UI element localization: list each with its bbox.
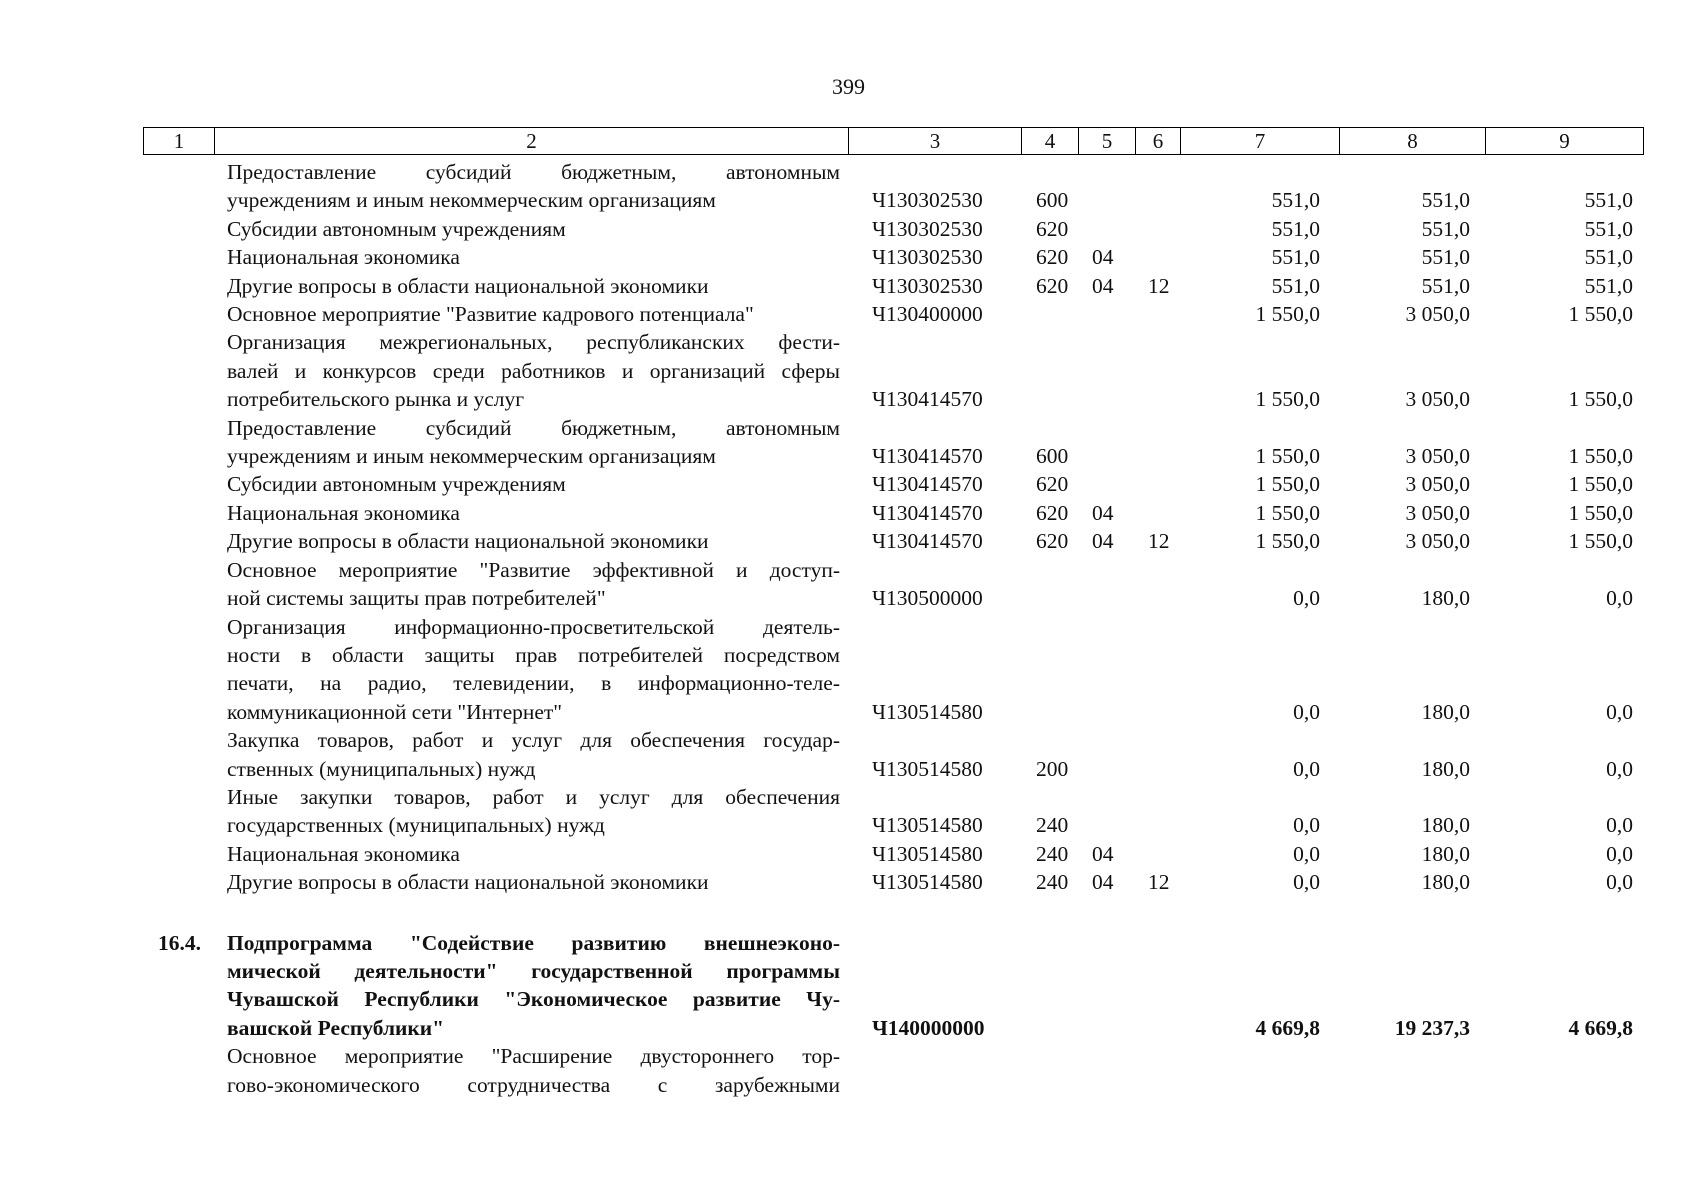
row-name-line: валей и конкурсов среди работников и организаций сферы (227, 358, 840, 383)
amount-col-8: 0,0 (1293, 699, 1320, 724)
target-code: Ч130414570 (872, 500, 983, 525)
row-name-line: учреждениям и иным некоммерческим организациям (227, 188, 716, 213)
row-name (227, 243, 840, 271)
row-name-line: Национальная экономика (227, 245, 460, 270)
amount-col-8: 551,0 (1271, 188, 1320, 213)
amount-col-9: 1 550,0 (1568, 387, 1633, 412)
target-code: Ч130400000 (872, 302, 983, 327)
table-row (143, 300, 1640, 328)
table-row (143, 499, 1640, 527)
section: 04 (1092, 870, 1114, 895)
expense-type: 240 (1036, 841, 1069, 866)
row-name-line: учреждениям и иным некоммерческим организациям (227, 444, 716, 469)
expense-type: 620 (1036, 245, 1069, 270)
target-code: Ч130414570 (872, 472, 983, 497)
row-name (227, 158, 840, 215)
row-name (227, 868, 840, 896)
amount-col-7: 180,0 (1421, 756, 1470, 781)
table-row (143, 470, 1640, 498)
row-name-line: мической деятельности" государственной программы (227, 958, 840, 983)
column-header: 9 (1486, 128, 1644, 155)
row-name (227, 300, 840, 328)
amount-col-8: 1 550,0 (1255, 444, 1320, 469)
row-name (227, 272, 840, 300)
amount-col-8: 1 550,0 (1255, 500, 1320, 525)
budget-table-body (143, 158, 1640, 1099)
row-name-line: Предоставление субсидий бюджетным, автономным (227, 160, 840, 184)
expense-type: 620 (1036, 472, 1069, 497)
expense-type: 240 (1036, 870, 1069, 895)
amount-col-7: 19 237,3 (1394, 1015, 1470, 1040)
amount-col-8: 0,0 (1293, 841, 1320, 866)
row-name-line: вашской Республики" (227, 1015, 445, 1040)
amount-col-8: 0,0 (1293, 756, 1320, 781)
row-name-line: Основное мероприятие "Расширение двустороннего тор- (227, 1044, 840, 1069)
table-row (143, 527, 1640, 555)
target-code: Ч130514580 (872, 756, 983, 781)
amount-col-7: 3 050,0 (1405, 302, 1470, 327)
amount-col-7: 551,0 (1421, 216, 1470, 241)
row-name (227, 726, 840, 783)
column-header-table (143, 127, 1644, 155)
row-name-line: потребительского рынка и услуг (227, 387, 525, 412)
row-name-line: коммуникационной сети "Интернет" (227, 699, 563, 724)
amount-col-8: 551,0 (1271, 245, 1320, 270)
row-name-line: ности в области защиты прав потребителей посредством (227, 642, 840, 667)
subsection: 12 (1148, 273, 1170, 298)
column-header: 4 (1022, 128, 1079, 155)
row-name-line: Основное мероприятие "Развитие эффективной и доступ- (227, 557, 840, 582)
target-code: Ч130514580 (872, 841, 983, 866)
amount-col-7: 551,0 (1421, 188, 1470, 213)
amount-col-9: 1 550,0 (1568, 529, 1633, 554)
row-name-line: Другие вопросы в области национальной экономики (227, 529, 709, 554)
amount-col-8: 4 669,8 (1255, 1015, 1320, 1040)
amount-col-9: 551,0 (1584, 188, 1633, 213)
amount-col-9: 0,0 (1606, 813, 1633, 838)
row-name (227, 556, 840, 613)
table-row (143, 1042, 1640, 1099)
expense-type: 620 (1036, 216, 1069, 241)
amount-col-9: 0,0 (1606, 699, 1633, 724)
target-code: Ч130414570 (872, 387, 983, 412)
expense-type: 620 (1036, 529, 1069, 554)
column-header: 2 (215, 128, 849, 155)
amount-col-7: 3 050,0 (1405, 529, 1470, 554)
row-name-line: Национальная экономика (227, 500, 460, 525)
column-header: 7 (1181, 128, 1340, 155)
table-row (143, 414, 1640, 471)
table-row (143, 556, 1640, 613)
amount-col-7: 180,0 (1421, 699, 1470, 724)
target-code: Ч130514580 (872, 813, 983, 838)
expense-type: 620 (1036, 273, 1069, 298)
row-name (227, 470, 840, 498)
row-name-line: Основное мероприятие "Развитие кадрового потенциала" (227, 302, 754, 327)
table-row (143, 783, 1640, 840)
amount-col-8: 0,0 (1293, 813, 1320, 838)
table-row (143, 328, 1640, 413)
column-header: 3 (849, 128, 1022, 155)
column-header: 1 (144, 128, 215, 155)
amount-col-9: 0,0 (1606, 870, 1633, 895)
row-name-line: Национальная экономика (227, 841, 460, 866)
amount-col-8: 0,0 (1293, 870, 1320, 895)
section: 04 (1092, 529, 1114, 554)
row-name (227, 328, 840, 413)
expense-type: 620 (1036, 500, 1069, 525)
amount-col-7: 180,0 (1421, 813, 1470, 838)
amount-col-9: 1 550,0 (1568, 444, 1633, 469)
amount-col-7: 180,0 (1421, 841, 1470, 866)
row-name-line: печати, на радио, телевидении, в информационно-теле- (227, 671, 840, 696)
subsection: 12 (1148, 529, 1170, 554)
table-row (143, 613, 1640, 727)
target-code: Ч130302530 (872, 273, 983, 298)
row-name-line: Другие вопросы в области национальной экономики (227, 273, 709, 298)
target-code: Ч130414570 (872, 444, 983, 469)
amount-col-7: 180,0 (1421, 870, 1470, 895)
amount-col-8: 0,0 (1293, 586, 1320, 611)
column-header-row (144, 128, 1644, 155)
row-name (227, 414, 840, 471)
table-row (143, 726, 1640, 783)
amount-col-8: 551,0 (1271, 273, 1320, 298)
row-name (227, 783, 840, 840)
row-name (227, 499, 840, 527)
row-name (227, 1042, 840, 1099)
table-row (143, 840, 1640, 868)
row-name-line: гово-экономического сотрудничества с зарубежными (227, 1072, 840, 1097)
expense-type: 600 (1036, 188, 1069, 213)
row-name-line: Организация межрегиональных, республиканских фести- (227, 330, 840, 355)
amount-col-9: 0,0 (1606, 841, 1633, 866)
target-code: Ч130302530 (872, 188, 983, 213)
expense-type: 240 (1036, 813, 1069, 838)
row-name (227, 929, 840, 1043)
row-name-line: Организация информационно-просветительской деятель- (227, 614, 840, 639)
amount-col-9: 1 550,0 (1568, 500, 1633, 525)
expense-type: 600 (1036, 444, 1069, 469)
row-name-line: Закупка товаров, работ и услуг для обеспечения государ- (227, 728, 840, 753)
amount-col-7: 551,0 (1421, 273, 1470, 298)
amount-col-7: 3 050,0 (1405, 387, 1470, 412)
row-name-line: ной системы защиты прав потребителей" (227, 586, 606, 611)
amount-col-9: 1 550,0 (1568, 472, 1633, 497)
amount-col-8: 1 550,0 (1255, 387, 1320, 412)
amount-col-8: 1 550,0 (1255, 472, 1320, 497)
table-row (143, 929, 1640, 1043)
target-code: Ч140000000 (872, 1015, 985, 1040)
table-row (143, 158, 1640, 215)
target-code: Ч130414570 (872, 529, 983, 554)
target-code: Ч130302530 (872, 245, 983, 270)
column-header: 8 (1340, 128, 1486, 155)
table-row (143, 868, 1640, 896)
row-name-line: Иные закупки товаров, работ и услуг для обеспечения (227, 784, 840, 809)
amount-col-9: 0,0 (1606, 756, 1633, 781)
amount-col-9: 4 669,8 (1568, 1015, 1633, 1040)
amount-col-8: 1 550,0 (1255, 302, 1320, 327)
row-name (227, 840, 840, 868)
row-name-line: Субсидии автономным учреждениям (227, 472, 566, 497)
column-header: 6 (1136, 128, 1181, 155)
section: 04 (1092, 245, 1114, 270)
section: 04 (1092, 841, 1114, 866)
subsection: 12 (1148, 870, 1170, 895)
amount-col-9: 1 550,0 (1568, 302, 1633, 327)
amount-col-7: 3 050,0 (1405, 444, 1470, 469)
expense-type: 200 (1036, 756, 1069, 781)
row-name (227, 613, 840, 727)
table-row (143, 272, 1640, 300)
table-row (143, 215, 1640, 243)
table-row (143, 243, 1640, 271)
row-name-line: Подпрограмма "Содействие развитию внешнеэконо- (227, 930, 840, 955)
row-name-line: государственных (муниципальных) нужд (227, 813, 605, 838)
amount-col-8: 1 550,0 (1255, 529, 1320, 554)
page-number: 399 (832, 74, 865, 99)
row-name-line: Предоставление субсидий бюджетным, автономным (227, 415, 840, 440)
row-name (227, 215, 840, 243)
target-code: Ч130302530 (872, 216, 983, 241)
amount-col-7: 3 050,0 (1405, 500, 1470, 525)
amount-col-9: 551,0 (1584, 216, 1633, 241)
amount-col-7: 551,0 (1421, 245, 1470, 270)
amount-col-7: 3 050,0 (1405, 472, 1470, 497)
amount-col-9: 551,0 (1584, 245, 1633, 270)
row-name-line: ственных (муниципальных) нужд (227, 756, 536, 781)
section: 04 (1092, 273, 1114, 298)
amount-col-7: 180,0 (1421, 586, 1470, 611)
row-name-line: Субсидии автономным учреждениям (227, 216, 566, 241)
target-code: Ч130514580 (872, 699, 983, 724)
row-number: 16.4. (158, 930, 201, 955)
row-name-line: Чувашской Республики "Экономическое развитие Чу- (227, 987, 840, 1012)
amount-col-8: 551,0 (1271, 216, 1320, 241)
target-code: Ч130500000 (872, 586, 983, 611)
target-code: Ч130514580 (872, 870, 983, 895)
column-header: 5 (1079, 128, 1136, 155)
row-name (227, 527, 840, 555)
row-name-line: Другие вопросы в области национальной экономики (227, 870, 709, 895)
amount-col-9: 551,0 (1584, 273, 1633, 298)
amount-col-9: 0,0 (1606, 586, 1633, 611)
section: 04 (1092, 500, 1114, 525)
